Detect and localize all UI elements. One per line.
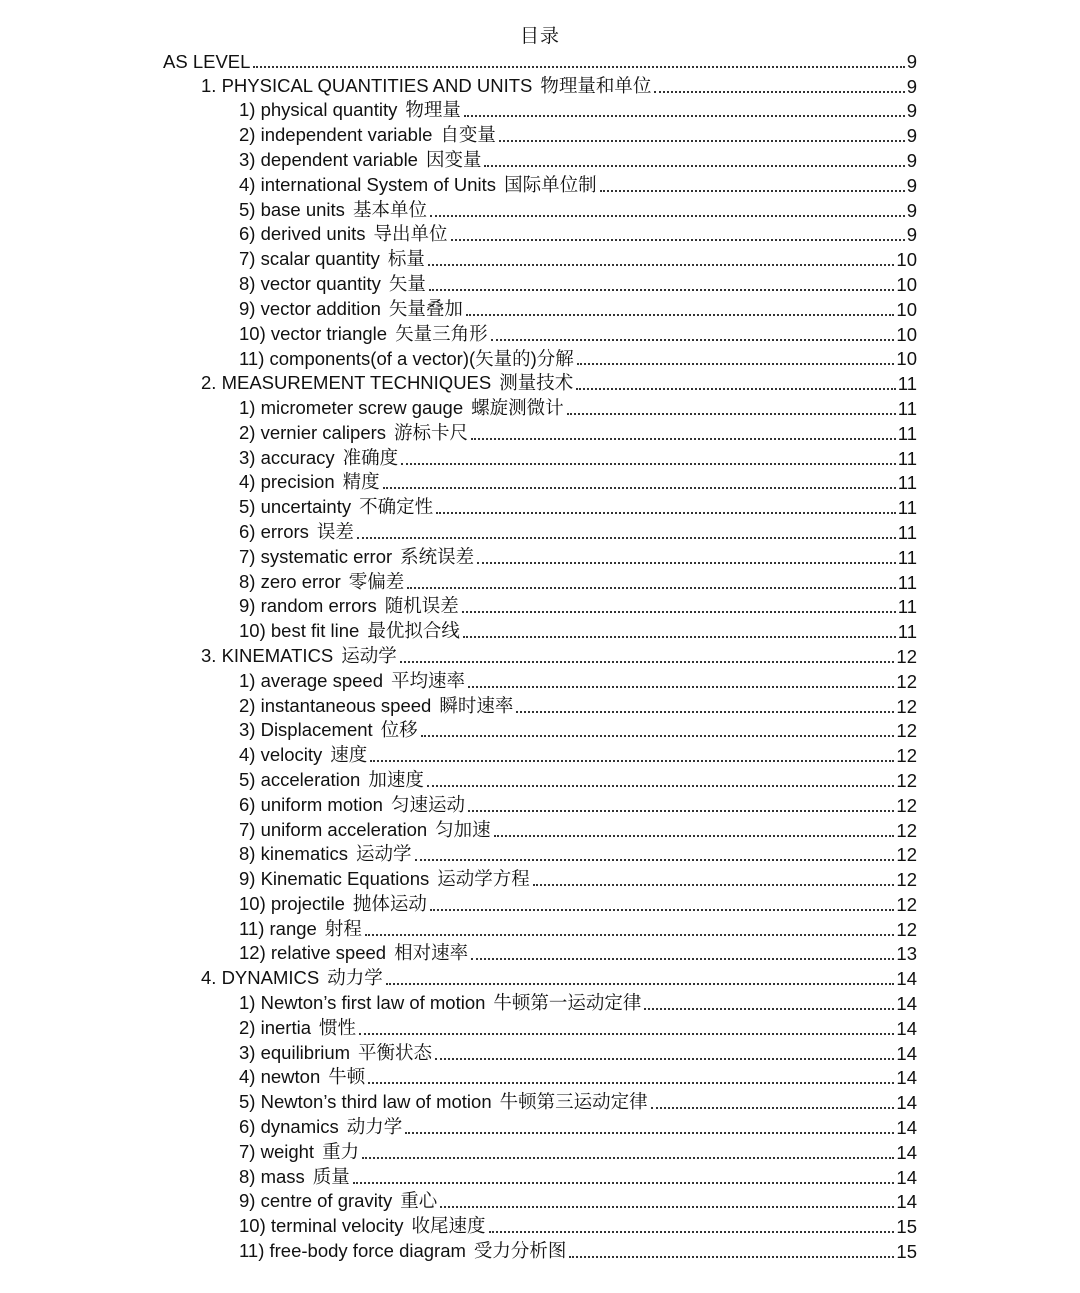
toc-page-number: 12 [896, 769, 917, 791]
toc-topic-entry[interactable] [0, 347, 917, 372]
toc-entry-english: 8) vector quantity [239, 272, 381, 294]
dot-leader [386, 982, 895, 985]
dot-leader [471, 957, 894, 960]
toc-entry-text [239, 819, 491, 842]
toc-entry-english: 4. DYNAMICS [201, 967, 320, 989]
toc-entry-text [239, 1240, 566, 1263]
toc-topic-entry[interactable] [0, 1066, 917, 1091]
dot-leader [468, 809, 894, 812]
toc-page-number: 14 [896, 1117, 917, 1139]
toc-page-number: 9 [906, 50, 917, 72]
toc-entry-text [239, 149, 481, 172]
toc-page-number: 11 [897, 422, 917, 444]
toc-topic-entry[interactable] [0, 471, 917, 496]
toc-entry-chinese: 匀速运动 [390, 794, 465, 816]
toc-page-number: 11 [897, 472, 917, 494]
toc-entry-english: AS LEVEL [163, 50, 251, 72]
toc-topic-entry[interactable] [0, 843, 917, 868]
toc-entry-english: 9) Kinematic Equations [239, 868, 430, 890]
toc-topic-entry[interactable] [0, 619, 917, 644]
toc-entry-english: 6) derived units [239, 223, 366, 245]
dot-leader [400, 660, 895, 663]
toc-entry-english: 9) vector addition [239, 297, 381, 319]
dot-leader [499, 139, 905, 142]
toc-topic-entry[interactable] [0, 297, 917, 322]
toc-entry-chinese: 牛顿 [328, 1067, 366, 1089]
toc-entry-chinese: 因变量 [425, 149, 482, 171]
toc-entry-english: 11) range [239, 917, 317, 939]
toc-entry-chinese: 瞬时速率 [439, 695, 514, 717]
dot-leader [464, 114, 905, 117]
dot-leader [436, 511, 896, 514]
toc-entry-english: 9) centre of gravity [239, 1190, 393, 1212]
dot-leader [383, 486, 896, 489]
toc-topic-entry[interactable] [0, 1214, 917, 1239]
toc-entry-chinese: 基本单位 [352, 199, 427, 221]
toc-entry-text [239, 843, 412, 866]
toc-page-number: 12 [896, 893, 917, 915]
toc-page-number: 13 [896, 943, 917, 965]
toc-entry-text [239, 1166, 350, 1189]
toc-entry-chinese: 矢量 [388, 273, 426, 295]
dot-leader [569, 1255, 894, 1258]
toc-topic-entry[interactable] [0, 1090, 917, 1115]
toc-entry-english: 11) components(of a vector)(矢量的)分解 [239, 348, 574, 370]
toc-page-number: 15 [896, 1216, 917, 1238]
toc-topic-entry[interactable] [0, 446, 917, 471]
toc-entry-text [239, 223, 448, 246]
toc-topic-entry[interactable] [0, 198, 917, 223]
toc-entry-chinese: 动力学 [346, 1117, 403, 1139]
toc-entry-english: 10) projectile [239, 892, 345, 914]
toc-entry-english: 3) Displacement [239, 719, 373, 741]
toc-entry-text [239, 397, 564, 420]
toc-entry-text [239, 521, 354, 544]
toc-page-number: 10 [896, 249, 917, 271]
toc-entry-english: 4) velocity [239, 744, 323, 766]
dot-leader [430, 908, 894, 911]
dot-leader [491, 338, 895, 341]
dot-leader [466, 313, 894, 316]
toc-entry-chinese: 受力分析图 [473, 1241, 567, 1263]
toc-page-number: 11 [897, 447, 917, 469]
toc-entry-text [239, 447, 398, 470]
toc-chapter-entry[interactable] [0, 371, 917, 396]
toc-entry-text [239, 744, 367, 767]
toc-entry-text [239, 992, 641, 1015]
toc-entry-text [239, 546, 474, 569]
toc-entry-text [239, 1066, 365, 1089]
toc-entry-text [239, 595, 459, 618]
dot-leader [427, 784, 895, 787]
toc-entry-text [201, 75, 651, 98]
dot-leader [405, 1131, 894, 1134]
toc-entry-english: 7) systematic error [239, 545, 393, 567]
toc-page-number: 10 [896, 323, 917, 345]
toc-title: 目录 [519, 25, 560, 47]
toc-entry-english: 4) precision [239, 471, 335, 493]
toc-topic-entry[interactable] [0, 768, 917, 793]
toc-entry-english: 2. MEASUREMENT TECHNIQUES [201, 372, 492, 394]
toc-entry-chinese: 矢量叠加 [388, 298, 463, 320]
toc-topic-entry[interactable] [0, 1190, 917, 1215]
toc-page-number: 9 [906, 174, 917, 196]
dot-leader [494, 834, 895, 837]
toc-chapter-entry[interactable] [0, 74, 917, 99]
toc-topic-entry[interactable] [0, 223, 917, 248]
toc-page-number: 12 [896, 720, 917, 742]
toc-entry-text [239, 471, 380, 494]
toc-entry-english: 7) scalar quantity [239, 248, 380, 270]
toc-topic-entry[interactable] [0, 743, 917, 768]
toc-entry-text [239, 1190, 437, 1213]
dot-leader [533, 883, 895, 886]
toc-entry-text [239, 1141, 359, 1164]
toc-entry-english: 2) independent variable [239, 124, 433, 146]
toc-entry-text [201, 967, 383, 990]
toc-entry-chinese: 自变量 [440, 125, 496, 147]
toc-part-heading[interactable] [0, 49, 917, 74]
toc-topic-entry[interactable] [0, 1041, 917, 1066]
toc-topic-entry[interactable] [0, 892, 917, 917]
toc-page-number: 12 [896, 869, 917, 891]
dot-leader [484, 164, 904, 167]
dot-leader [407, 586, 895, 589]
toc-entry-chinese: 系统误差 [400, 546, 475, 568]
dot-leader [368, 1081, 894, 1084]
dot-leader [576, 387, 896, 390]
toc-entry-chinese: 牛顿第一运动定律 [493, 993, 642, 1015]
toc-entry-chinese: 加速度 [368, 769, 424, 791]
toc-entry-text [239, 323, 488, 346]
dot-leader [654, 90, 904, 93]
toc-entry-chinese: 国际单位制 [504, 174, 597, 196]
dot-leader [577, 362, 895, 365]
toc-page-number: 12 [896, 695, 917, 717]
toc-page-number: 10 [896, 298, 917, 320]
toc-page-number: 12 [896, 670, 917, 692]
toc-entry-english: 8) mass [239, 1165, 305, 1187]
toc-entry-english: 3. KINEMATICS [201, 644, 334, 666]
toc-entry-english: 1) Newton’s first law of motion [239, 992, 486, 1014]
dot-leader [440, 1205, 894, 1208]
toc-entry-text [239, 273, 426, 296]
toc-page-number: 14 [896, 1141, 917, 1163]
dot-leader [370, 759, 894, 762]
toc-entry-chinese: 重心 [400, 1191, 438, 1213]
toc-page-number: 11 [897, 571, 917, 593]
toc-entry-chinese: 射程 [324, 918, 362, 940]
toc-entry-text [163, 51, 250, 73]
toc-list [0, 49, 1080, 1264]
toc-topic-entry[interactable] [0, 669, 917, 694]
toc-entry-english: 6) uniform motion [239, 793, 383, 815]
toc-entry-text [239, 719, 418, 742]
toc-page-number: 11 [897, 397, 917, 419]
toc-page-number: 12 [896, 844, 917, 866]
toc-topic-entry[interactable] [0, 1165, 917, 1190]
dot-leader [430, 214, 905, 217]
toc-entry-text [239, 918, 362, 941]
toc-entry-text [239, 620, 460, 643]
toc-topic-entry[interactable] [0, 272, 917, 297]
dot-leader [600, 189, 905, 192]
toc-entry-text [239, 571, 404, 594]
toc-topic-entry[interactable] [0, 545, 917, 570]
toc-entry-chinese: 牛顿第三运动定律 [499, 1092, 648, 1114]
toc-topic-entry[interactable] [0, 917, 917, 942]
toc-page-number: 11 [897, 497, 917, 519]
dot-leader [353, 1181, 895, 1184]
toc-entry-chinese: 平均速率 [391, 670, 466, 692]
toc-entry-text [239, 1042, 432, 1065]
toc-entry-chinese: 运动学 [341, 645, 397, 667]
toc-entry-chinese: 零偏差 [348, 571, 405, 593]
toc-entry-english: 2) instantaneous speed [239, 694, 432, 716]
toc-topic-entry[interactable] [0, 123, 917, 148]
toc-topic-entry[interactable] [0, 942, 917, 967]
toc-entry-english: 5) base units [239, 198, 345, 220]
toc-entry-english: 6) errors [239, 520, 309, 542]
toc-entry-text [239, 670, 465, 693]
toc-page-number: 12 [896, 819, 917, 841]
toc-entry-english: 11) free-body force diagram [239, 1240, 466, 1262]
toc-entry-text [201, 645, 397, 668]
dot-leader [462, 610, 896, 613]
toc-chapter-entry[interactable] [0, 644, 917, 669]
toc-topic-entry[interactable] [0, 1239, 917, 1264]
toc-entry-text [239, 174, 597, 197]
toc-page-number: 14 [896, 968, 917, 990]
dot-leader [489, 1230, 895, 1233]
toc-entry-chinese: 物理量和单位 [540, 75, 652, 97]
toc-topic-entry[interactable] [0, 719, 917, 744]
toc-topic-entry[interactable] [0, 520, 917, 545]
toc-topic-entry[interactable] [0, 247, 917, 272]
toc-entry-chinese: 误差 [316, 521, 354, 543]
dot-leader [429, 288, 895, 291]
toc-entry-text [239, 769, 424, 792]
toc-entry-chinese: 位移 [380, 720, 418, 742]
toc-entry-english: 3) accuracy [239, 446, 335, 468]
toc-entry-chinese: 游标卡尺 [394, 422, 469, 444]
toc-page-number: 11 [897, 373, 917, 395]
toc-entry-english: 8) zero error [239, 570, 341, 592]
toc-entry-english: 10) best fit line [239, 620, 360, 642]
toc-topic-entry[interactable] [0, 99, 917, 124]
dot-leader [651, 1106, 895, 1109]
toc-page-number: 10 [896, 273, 917, 295]
toc-topic-entry[interactable] [0, 991, 917, 1016]
toc-entry-english: 5) acceleration [239, 768, 361, 790]
dot-leader [477, 561, 896, 564]
toc-entry-text [239, 422, 468, 445]
dot-leader [365, 933, 895, 936]
toc-topic-entry[interactable] [0, 570, 917, 595]
toc-entry-chinese: 螺旋测微计 [471, 397, 564, 419]
toc-entry-text [239, 496, 433, 519]
toc-page-number: 9 [906, 149, 917, 171]
toc-entry-english: 10) vector triangle [239, 322, 388, 344]
toc-entry-chinese: 矢量三角形 [395, 323, 488, 345]
toc-topic-entry[interactable] [0, 421, 917, 446]
toc-entry-chinese: 测量技术 [499, 373, 574, 395]
dot-leader [644, 1007, 894, 1010]
toc-topic-entry[interactable] [0, 867, 917, 892]
toc-entry-chinese: 精度 [342, 472, 380, 494]
toc-entry-text [239, 868, 530, 891]
toc-page-number: 14 [896, 1166, 917, 1188]
toc-entry-text [239, 348, 574, 370]
toc-page-number: 12 [896, 645, 917, 667]
toc-entry-english: 2) vernier calipers [239, 421, 387, 443]
toc-page-number: 14 [896, 1017, 917, 1039]
toc-entry-chinese: 不确定性 [359, 497, 434, 519]
toc-entry-chinese: 质量 [312, 1166, 350, 1188]
dot-leader [451, 238, 905, 241]
toc-topic-entry[interactable] [0, 173, 917, 198]
toc-page-number: 12 [896, 918, 917, 940]
toc-entry-english: 4) newton [239, 1066, 321, 1088]
toc-entry-english: 1) micrometer screw gauge [239, 396, 464, 418]
toc-entry-text [239, 99, 461, 122]
toc-entry-chinese: 速度 [330, 745, 368, 767]
toc-entry-english: 4) international System of Units [239, 173, 497, 195]
toc-entry-text [239, 893, 427, 916]
toc-page-number: 9 [906, 224, 917, 246]
toc-entry-text [239, 248, 425, 271]
toc-chapter-entry[interactable] [0, 966, 917, 991]
dot-leader [421, 734, 895, 737]
toc-entry-english: 1) average speed [239, 669, 383, 691]
toc-topic-entry[interactable] [0, 322, 917, 347]
dot-leader [471, 437, 896, 440]
toc-page-number: 11 [897, 546, 917, 568]
toc-entry-chinese: 随机误差 [384, 596, 459, 618]
toc-entry-text [239, 1215, 486, 1238]
toc-entry-chinese: 重力 [322, 1141, 360, 1163]
dot-leader [359, 1032, 894, 1035]
toc-entry-text [239, 794, 465, 817]
dot-leader [468, 685, 894, 688]
dot-leader [435, 1057, 894, 1060]
dot-leader [357, 536, 896, 539]
dot-leader [463, 635, 896, 638]
toc-entry-text [239, 1017, 356, 1040]
toc-topic-entry[interactable] [0, 595, 917, 620]
toc-entry-english: 1) physical quantity [239, 99, 398, 121]
toc-entry-english: 12) relative speed [239, 942, 387, 964]
toc-entry-chinese: 运动学方程 [437, 869, 530, 891]
toc-entry-chinese: 最优拟合线 [367, 621, 460, 643]
toc-page-number: 11 [897, 596, 917, 618]
dot-leader [428, 263, 895, 266]
toc-page-number: 11 [897, 621, 917, 643]
toc-entry-english: 6) dynamics [239, 1116, 339, 1138]
dot-leader [362, 1156, 894, 1159]
toc-entry-chinese: 运动学 [355, 844, 412, 866]
toc-page-number: 12 [896, 745, 917, 767]
toc-entry-english: 10) terminal velocity [239, 1215, 404, 1237]
toc-topic-entry[interactable] [0, 793, 917, 818]
toc-entry-english: 9) random errors [239, 595, 377, 617]
toc-entry-text [239, 942, 468, 965]
dot-leader [401, 462, 896, 465]
toc-page-number: 12 [896, 794, 917, 816]
dot-leader [567, 412, 896, 415]
toc-topic-entry[interactable] [0, 1115, 917, 1140]
toc-page-number: 9 [906, 125, 917, 147]
toc-page-number: 15 [896, 1241, 917, 1263]
toc-entry-text [239, 1091, 648, 1114]
toc-entry-chinese: 导出单位 [373, 224, 448, 246]
toc-entry-text [239, 199, 427, 222]
toc-entry-chinese: 匀加速 [435, 819, 491, 841]
toc-entry-text [201, 372, 573, 395]
toc-page-number: 14 [896, 1042, 917, 1064]
toc-entry-english: 8) kinematics [239, 843, 348, 865]
dot-leader [516, 710, 894, 713]
toc-page-number: 14 [896, 993, 917, 1015]
toc-topic-entry[interactable] [0, 1016, 917, 1041]
toc-entry-chinese: 准确度 [342, 447, 399, 469]
toc-entry-english: 7) weight [239, 1140, 315, 1162]
toc-topic-entry[interactable] [0, 1140, 917, 1165]
toc-entry-chinese: 平衡状态 [358, 1042, 433, 1064]
toc-topic-entry[interactable] [0, 818, 917, 843]
toc-entry-chinese: 动力学 [327, 968, 383, 990]
toc-entry-english: 5) Newton’s third law of motion [239, 1091, 492, 1113]
toc-page-number: 14 [896, 1092, 917, 1114]
toc-entry-english: 5) uncertainty [239, 496, 352, 518]
toc-entry-text [239, 1116, 402, 1139]
toc-entry-text [239, 298, 463, 321]
dot-leader [415, 858, 895, 861]
toc-page-number: 14 [896, 1067, 917, 1089]
toc-entry-chinese: 收尾速度 [411, 1216, 486, 1238]
toc-entry-english: 3) equilibrium [239, 1041, 351, 1063]
toc-entry-chinese: 物理量 [405, 100, 461, 122]
toc-entry-text [239, 124, 496, 147]
toc-page-number: 10 [896, 348, 917, 370]
toc-page-number: 11 [897, 521, 917, 543]
toc-entry-chinese: 标量 [387, 249, 425, 271]
toc-page-number: 9 [906, 75, 917, 97]
toc-entry-text [239, 695, 513, 718]
toc-page-number: 14 [896, 1191, 917, 1213]
toc-page-number: 9 [906, 199, 917, 221]
toc-topic-entry[interactable] [0, 396, 917, 421]
toc-entry-chinese: 抛体运动 [352, 893, 427, 915]
toc-entry-english: 2) inertia [239, 1016, 311, 1038]
toc-topic-entry[interactable] [0, 495, 917, 520]
toc-entry-chinese: 惯性 [318, 1017, 356, 1039]
toc-entry-english: 7) uniform acceleration [239, 818, 428, 840]
toc-page-number: 9 [906, 100, 917, 122]
toc-topic-entry[interactable] [0, 148, 917, 173]
toc-entry-english: 1. PHYSICAL QUANTITIES AND UNITS [201, 74, 533, 96]
dot-leader [253, 65, 904, 68]
toc-entry-english: 3) dependent variable [239, 148, 418, 170]
toc-topic-entry[interactable] [0, 694, 917, 719]
toc-entry-chinese: 相对速率 [394, 943, 469, 965]
